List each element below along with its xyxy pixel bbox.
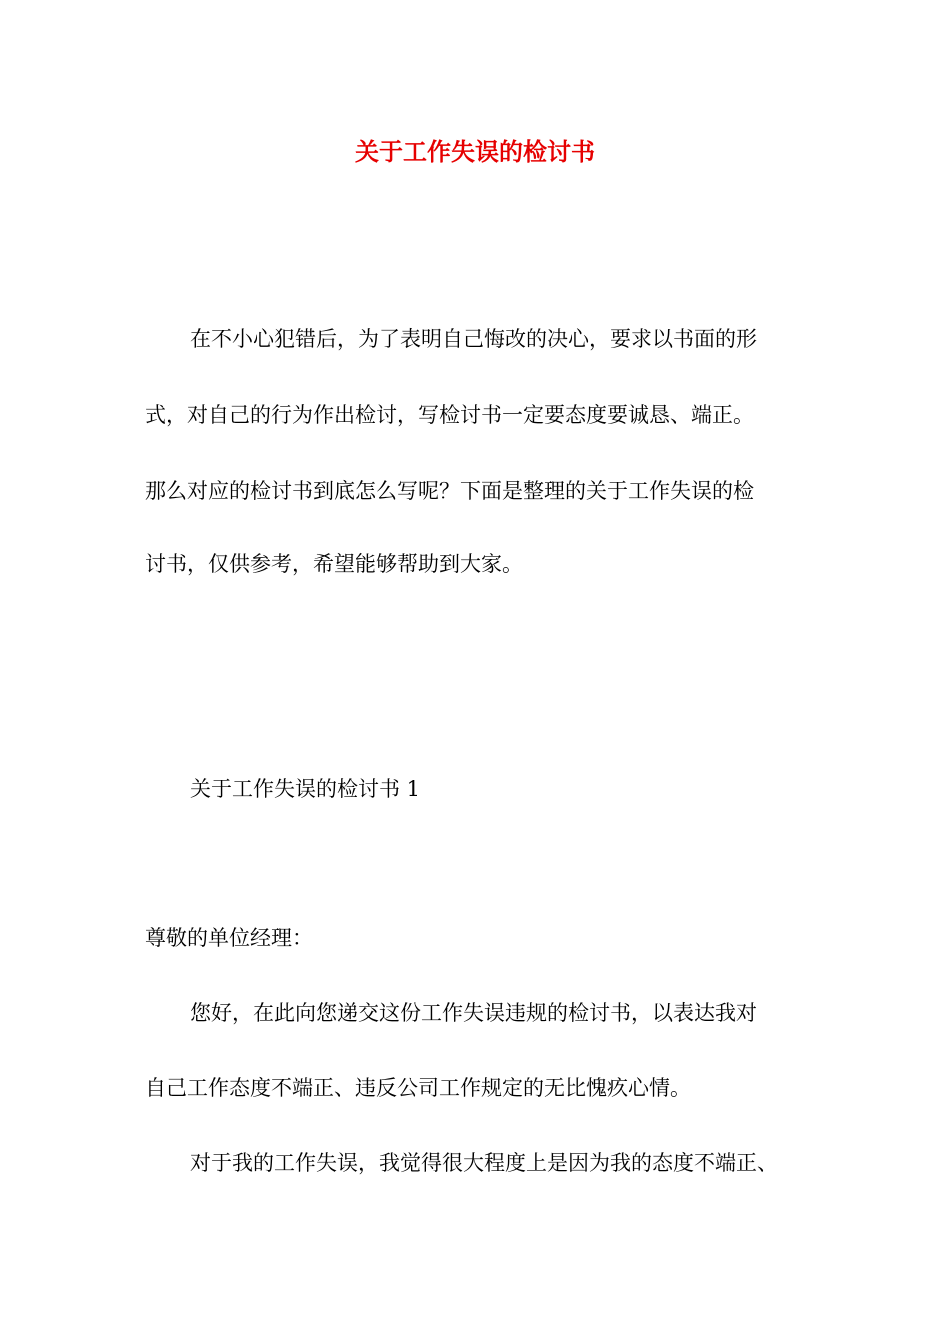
document-title: 关于工作失误的检讨书 — [355, 137, 595, 166]
body-line-2: 自己工作态度不端正、违反公司工作规定的无比愧疚心情。 — [145, 1076, 691, 1100]
intro-line-2: 式，对自己的行为作出检讨，写检讨书一定要态度要诚恳、端正。 — [145, 403, 754, 427]
intro-line-3: 那么对应的检讨书到底怎么写呢？下面是整理的关于工作失误的检 — [145, 479, 754, 503]
intro-line-4: 讨书，仅供参考，希望能够帮助到大家。 — [145, 552, 523, 576]
section-heading: 关于工作失误的检讨书 1 — [190, 777, 421, 801]
salutation: 尊敬的单位经理： — [145, 926, 313, 950]
intro-line-1: 在不小心犯错后，为了表明自己悔改的决心，要求以书面的形 — [190, 327, 757, 351]
body-line-3: 对于我的工作失误，我觉得很大程度上是因为我的态度不端正、 — [190, 1151, 778, 1175]
body-line-1: 您好，在此向您递交这份工作失误违规的检讨书，以表达我对 — [190, 1001, 757, 1025]
